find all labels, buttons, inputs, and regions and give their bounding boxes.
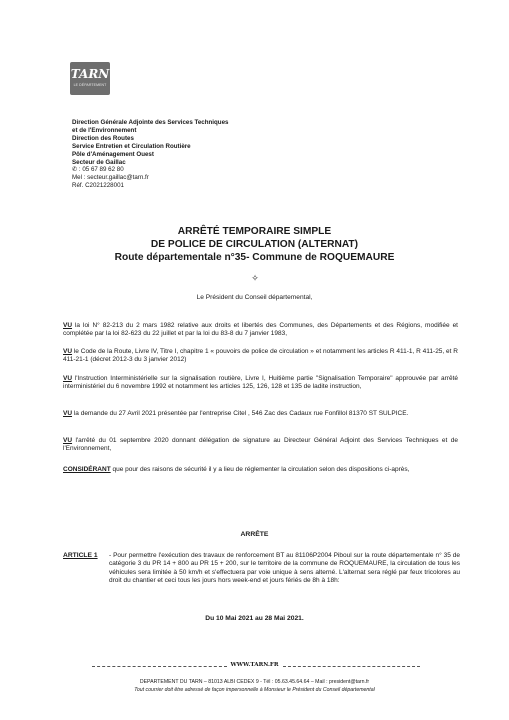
vu-text: l'arrêté du 01 septembre 2020 donnant délégation de signature au Directeur Général Adjoint des Services Techniques et de l'Environnement, (63, 437, 458, 453)
considerant-paragraph (63, 466, 458, 474)
vu-text: la demande du 27 Avril 2021 présentée par l'entreprise Citel , 546 Zac des Cadaux rue Fonfillol 81370 ST SULPICE. (72, 410, 409, 417)
vu-text: l'Instruction Interministérielle sur la signalisation routière, Livre I, Huitième partie "Signalisation Temporaire" approuvée par arrêté interministériel du 6 novembre 1992 et notamment les articles 125, 126, 128 et 135 de ladite instruction, (63, 375, 458, 391)
logo-text: TARN (70, 67, 110, 81)
service-line: et de l'Environnement (72, 126, 137, 134)
service-phone: ✆ : 05 67 89 62 80 (72, 166, 124, 174)
service-line: Direction Générale Adjointe des Services Techniques (72, 119, 229, 126)
service-header (72, 119, 332, 190)
president-line: Le Président du Conseil départemental, (196, 294, 313, 301)
footer-website: WWW.TARN.FR (230, 662, 279, 668)
vu-text: le Code de la Route, Livre IV, Titre I, chapitre 1 « pouvoirs de police de circulation » et notamment les articles R 411-1, R 411-25, et R 411-21-1 (décret 2012-3 du 3 janvier 2012) (63, 348, 458, 364)
article-1-text: - Pour permettre l'exécution des travaux de renforcement BT au 81106P2004 Piboul sur la route départementale n° 35 de catégorie 3 du PR 14 + 800 au PR 15 + 200, sur le territoire de la commune de ROQUEMAURE, la circulation de tous les véhicules sera limitée à 50 km/h et s'effectuera par voie unique à sens alterné. L'alternat sera réglé par feux tricolores au droit du chantier et ceci tous les jours hors week-end et jours fériés de 8h à 18h: (109, 552, 460, 584)
vu-keyword: VU (63, 375, 73, 382)
arrete-heading: ARRÊTE (240, 531, 269, 538)
vu-paragraph (63, 348, 458, 365)
title-line-2: DE POLICE DE CIRCULATION (ALTERNAT) (150, 239, 359, 250)
vu-paragraph (63, 410, 458, 418)
footer-note: Tout courrier doit être adressé de façon impersonnelle à Monsieur le Président du Conseil départemental (134, 687, 375, 693)
vu-text: la loi N° 82-213 du 2 mars 1982 relative aux droits et libertés des Communes, des Départements et des Régions, modifiée et complétée par la loi 82-623 du 22 juillet et par la loi du 83-8 du 7 janvier 1983, (63, 322, 458, 338)
title-line-3: Route départementale n°35- Commune de ROQUEMAURE (114, 252, 395, 263)
article-1-label: ARTICLE 1 (63, 552, 98, 559)
footer-address: DEPARTEMENT DU TARN – 81013 ALBI CEDEX 9 - Tél : 05.63.45.64.64 – Mail : president@tarn.fr (139, 679, 370, 685)
logo-subtext: LE DÉPARTEMENT (73, 83, 107, 87)
service-mail: Mel : secteur.gaillac@tarn.fr (72, 174, 149, 182)
separator-star-icon: ✧ (251, 273, 259, 283)
vu-paragraph (63, 437, 458, 454)
vu-keyword: VU (63, 322, 73, 329)
service-line: Service Entretien et Circulation Routière (72, 142, 191, 150)
considerant-text: que pour des raisons de sécurité il y a lieu de réglementer la circulation selon des dispositions ci-après, (110, 466, 410, 473)
vu-keyword: VU (63, 348, 73, 355)
service-line: Pôle d'Aménagement Ouest (72, 150, 154, 158)
service-line: Direction des Routes (72, 134, 134, 142)
vu-keyword: VU (63, 410, 73, 417)
vu-paragraph (63, 375, 458, 392)
service-ref: Réf. C2021228001 (72, 182, 124, 190)
tarn-logo (70, 62, 110, 95)
vu-paragraph (63, 322, 458, 339)
title-line-1: ARRÊTÉ TEMPORAIRE SIMPLE (177, 226, 332, 237)
article-1-dates: Du 10 Mai 2021 au 28 Mai 2021. (205, 615, 304, 622)
service-line: Secteur de Gaillac (72, 158, 126, 166)
vu-keyword: VU (63, 437, 73, 444)
considerant-keyword: CONSIDÉRANT (63, 466, 111, 473)
